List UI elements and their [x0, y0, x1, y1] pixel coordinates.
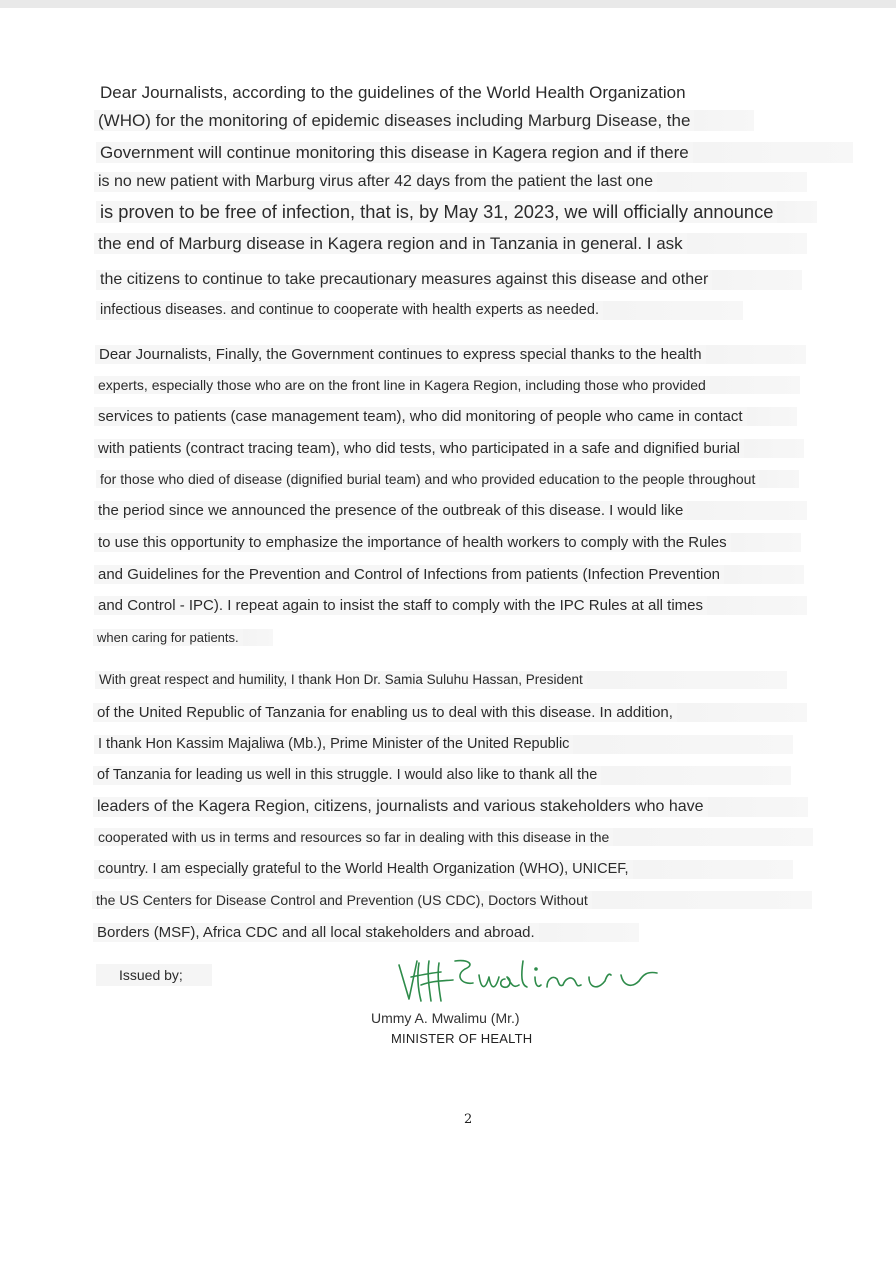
paragraph-3-line-5: leaders of the Kagera Region, citizens, journalists and various stakeholders who have	[93, 797, 708, 817]
paragraph-2-line-4: with patients (contract tracing team), who did tests, who participated in a safe and dignified burial	[94, 439, 744, 458]
paragraph-1-line-5: is proven to be free of infection, that is, by May 31, 2023, we will officially announce	[96, 201, 777, 223]
paragraph-3-line-1: With great respect and humility, I thank Hon Dr. Samia Suluhu Hassan, President	[95, 671, 587, 689]
paragraph-1-line-1: Dear Journalists, according to the guidelines of the World Health Organization	[100, 83, 686, 102]
paragraph-2-line-9: and Control - IPC). I repeat again to insist the staff to comply with the IPC Rules at all times	[94, 596, 707, 615]
paragraph-3-line-9: Borders (MSF), Africa CDC and all local stakeholders and abroad.	[93, 923, 539, 942]
page-top-edge	[0, 0, 896, 8]
paragraph-2-line-10: when caring for patients.	[93, 629, 243, 646]
signatory-title: MINISTER OF HEALTH	[391, 1031, 533, 1046]
paragraph-2-line-6: the period since we announced the presence of the outbreak of this disease. I would like	[94, 501, 687, 520]
issued-by-box	[96, 964, 212, 986]
paragraph-3-line-3: I thank Hon Kassim Majaliwa (Mb.), Prime Minister of the United Republic	[94, 735, 573, 754]
paragraph-1-line-4: is no new patient with Marburg virus after 42 days from the patient the last one	[94, 172, 657, 192]
handwritten-signature-icon	[395, 955, 665, 1010]
paragraph-2-line-7: to use this opportunity to emphasize the importance of health workers to comply with the Rules	[94, 533, 731, 552]
issued-by-label: Issued by;	[119, 967, 183, 983]
signatory-name: Ummy A. Mwalimu (Mr.)	[371, 1010, 520, 1026]
paragraph-3-line-6: cooperated with us in terms and resources so far in dealing with this disease in the	[94, 828, 613, 846]
paragraph-2-line-2: experts, especially those who are on the front line in Kagera Region, including those who provided	[94, 376, 710, 394]
paragraph-3-line-2: of the United Republic of Tanzania for enabling us to deal with this disease. In addition,	[93, 703, 677, 722]
paragraph-1-line-8: infectious diseases. and continue to cooperate with health experts as needed.	[96, 301, 603, 320]
paragraph-1-line-6: the end of Marburg disease in Kagera region and in Tanzania in general. I ask	[94, 233, 687, 254]
paragraph-2-line-8: and Guidelines for the Prevention and Control of Infections from patients (Infection Prevention	[94, 565, 724, 584]
paragraph-3-line-8: the US Centers for Disease Control and Prevention (US CDC), Doctors Without	[92, 891, 592, 909]
paragraph-1-line-2: (WHO) for the monitoring of epidemic diseases including Marburg Disease, the	[94, 110, 694, 131]
paragraph-2-line-1: Dear Journalists, Finally, the Government continues to express special thanks to the health	[95, 345, 706, 364]
paragraph-1-line-7: the citizens to continue to take precautionary measures against this disease and other	[96, 270, 712, 290]
page-number: 2	[464, 1112, 473, 1127]
paragraph-3-line-7: country. I am especially grateful to the World Health Organization (WHO), UNICEF,	[94, 860, 633, 879]
paragraph-1-line-3: Government will continue monitoring this disease in Kagera region and if there	[96, 142, 693, 163]
paragraph-3-line-4: of Tanzania for leading us well in this struggle. I would also like to thank all the	[93, 766, 601, 785]
paragraph-2-line-5: for those who died of disease (dignified burial team) and who provided education to the people throughout	[96, 470, 759, 488]
paragraph-2-line-3: services to patients (case management team), who did monitoring of people who came in contact	[94, 407, 747, 426]
